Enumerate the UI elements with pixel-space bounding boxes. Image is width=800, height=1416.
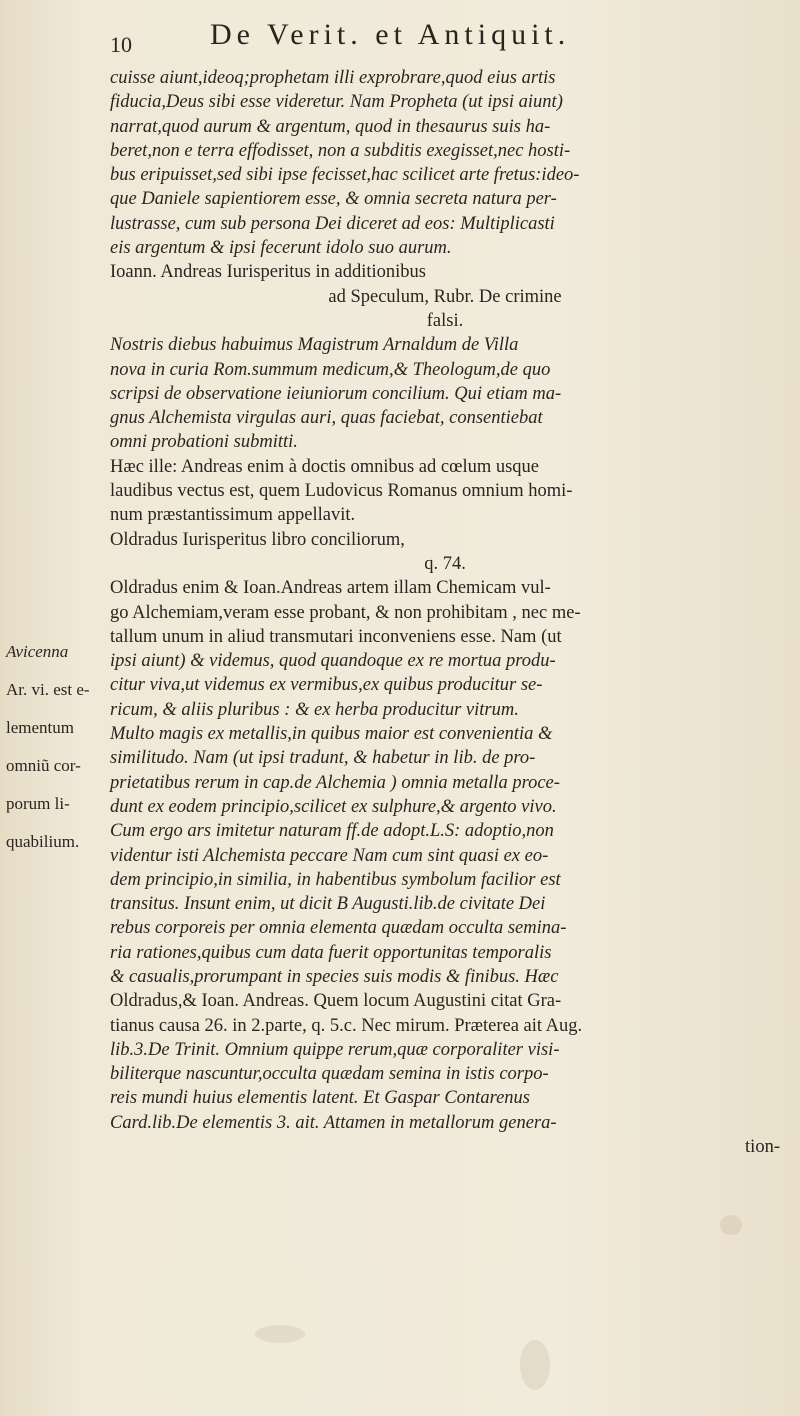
margin-line: Ar. vi. est e- bbox=[6, 680, 90, 699]
text-line: biliterque nascuntur,occulta quædam semina in istis corpo- bbox=[110, 1064, 549, 1085]
margin-line: porum li- bbox=[6, 794, 70, 813]
text-line: Nostris diebus habuimus Magistrum Arnaldum de Villa bbox=[110, 335, 519, 356]
text-line: lib.3.De Trinit. Omnium quippe rerum,quæ corporaliter visi- bbox=[110, 1039, 560, 1060]
text-line: dunt ex eodem principio,scilicet ex sulphure,& argento vivo. bbox=[110, 796, 557, 817]
text-line: tion- bbox=[745, 1137, 780, 1158]
text-line: nova in curia Rom.summum medicum,& Theologum,de quo bbox=[110, 359, 551, 380]
text-line: Multo magis ex metallis,in quibus maior est convenientia & bbox=[110, 724, 553, 745]
text-line: tianus causa 26. in 2.parte, q. 5.c. Nec mirum. Præterea ait Aug. bbox=[110, 1015, 583, 1036]
text-line: videntur isti Alchemista peccare Nam cum sint quasi ex eo- bbox=[110, 845, 549, 866]
text-line: ricum, & aliis pluribus : & ex herba producitur vitrum. bbox=[110, 699, 519, 720]
text-line: fiducia,Deus sibi esse videretur. Nam Propheta (ut ipsi aiunt) bbox=[110, 92, 563, 113]
foxing-stain bbox=[520, 1340, 550, 1390]
text-line: omni probationi submitti. bbox=[110, 432, 298, 453]
text-line: similitudo. Nam (ut ipsi tradunt, & habetur in lib. de pro- bbox=[110, 748, 536, 769]
text-line: lustrasse, cum sub persona Dei diceret ad eos: Multiplicasti bbox=[110, 213, 555, 234]
text-line: Oldradus,& Ioan. Andreas. Quem locum Augustini citat Gra- bbox=[110, 991, 562, 1012]
text-line: tallum unum in aliud transmutari inconveniens esse. Nam (ut bbox=[110, 626, 562, 647]
text-line: ria rationes,quibus cum data fuerit opportunitas temporalis bbox=[110, 942, 552, 963]
text-line: Ioann. Andreas Iurisperitus in additionibus bbox=[110, 262, 426, 283]
main-text bbox=[110, 66, 780, 1159]
text-line: Oldradus Iurisperitus libro conciliorum, bbox=[110, 529, 405, 550]
text-line: ipsi aiunt) & videmus, quod quandoque ex re mortua produ- bbox=[110, 651, 556, 672]
text-line: num præstantissimum appellavit. bbox=[110, 505, 356, 526]
text-line: Cum ergo ars imitetur naturam ff.de adopt.L.S: adoptio,non bbox=[110, 821, 554, 842]
text-line: gnus Alchemista virgulas auri, quas faciebat, consentiebat bbox=[110, 408, 543, 429]
margin-line: omniũ cor- bbox=[6, 756, 81, 775]
text-line: reis mundi huius elementis latent. Et Gaspar Contarenus bbox=[110, 1088, 530, 1109]
text-line: go Alchemiam,veram esse probant, & non prohibitam , nec me- bbox=[110, 602, 581, 623]
margin-line: Avicenna bbox=[6, 642, 69, 661]
text-line: & casualis,prorumpant in species suis modis & finibus. Hæc bbox=[110, 966, 559, 987]
text-line: Oldradus enim & Ioan.Andreas artem illam Chemicam vul- bbox=[110, 578, 551, 599]
running-title: De Verit. et Antiquit. bbox=[210, 18, 571, 51]
text-line: q. 74. bbox=[424, 553, 466, 574]
text-line: citur viva,ut videmus ex vermibus,ex quibus producitur se- bbox=[110, 675, 543, 696]
text-line: transitus. Insunt enim, ut dicit B Augusti.lib.de civitate Dei bbox=[110, 894, 546, 915]
text-line: Hæc ille: Andreas enim à doctis omnibus ad cœlum usque bbox=[110, 456, 540, 477]
text-line: bus eripuisset,sed sibi ipse fecisset,hac scilicet arte fretus:ideo- bbox=[110, 165, 580, 186]
text-line: prietatibus rerum in cap.de Alchemia ) omnia metalla proce- bbox=[110, 772, 560, 793]
text-line: que Daniele sapientiorem esse, & omnia secreta natura per- bbox=[110, 189, 557, 210]
text-line: ad Speculum, Rubr. De crimine bbox=[328, 286, 562, 307]
foxing-stain bbox=[720, 1215, 742, 1235]
text-line: eis argentum & ipsi fecerunt idolo suo aurum. bbox=[110, 238, 452, 259]
margin-line: lementum bbox=[6, 718, 74, 737]
text-line: falsi. bbox=[426, 310, 464, 331]
text-line: dem principio,in similia, in habentibus symbolum facilior est bbox=[110, 869, 561, 890]
foxing-stain bbox=[255, 1325, 305, 1343]
text-line: scripsi de observatione ieiuniorum concilium. Qui etiam ma- bbox=[110, 383, 562, 404]
text-line: laudibus vectus est, quem Ludovicus Romanus omnium homi- bbox=[110, 481, 573, 502]
text-line: Card.lib.De elementis 3. ait. Attamen in metallorum genera- bbox=[110, 1112, 557, 1133]
text-line: narrat,quod aurum & argentum, quod in thesaurus suis ha- bbox=[110, 116, 551, 137]
text-line: rebus corporeis per omnia elementa quædam occulta semina- bbox=[110, 918, 567, 939]
page-number: 10 bbox=[110, 32, 132, 57]
margin-note bbox=[6, 624, 106, 869]
text-line: cuisse aiunt,ideoq;prophetam illi exprobrare,quod eius artis bbox=[110, 68, 556, 88]
page-header bbox=[110, 18, 770, 57]
margin-line: quabilium. bbox=[6, 832, 80, 851]
text-line: beret,non e terra effodisset, non a subditis exegisset,nec hosti- bbox=[110, 140, 571, 161]
